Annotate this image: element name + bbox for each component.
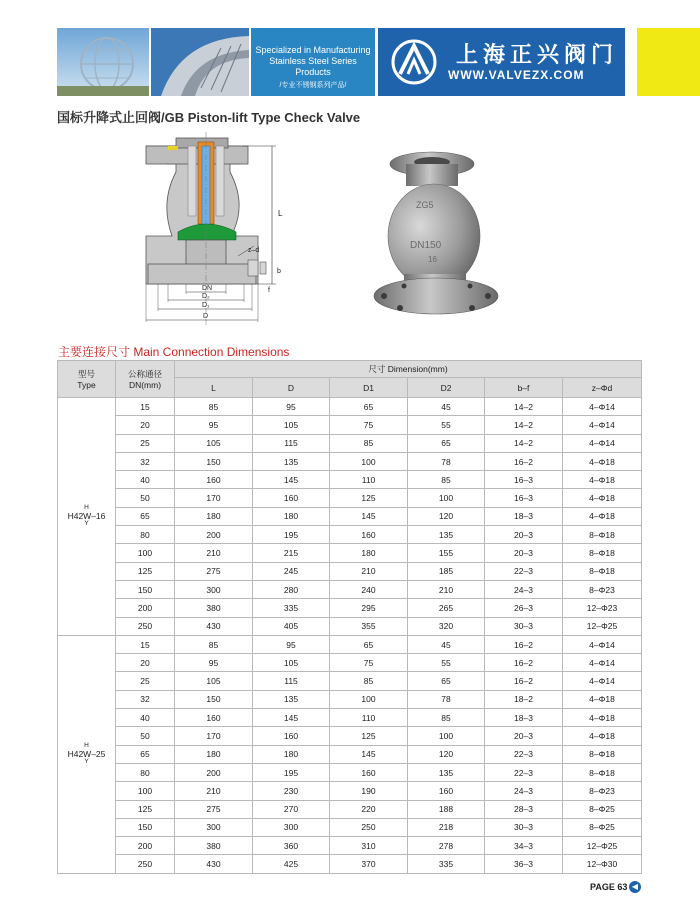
table-row — [58, 471, 642, 489]
table-cell: 250 — [116, 617, 175, 635]
col-header-d1: D1 — [330, 378, 408, 398]
col-header-d: D — [253, 378, 330, 398]
table-cell: 16–2 — [485, 635, 563, 653]
table-cell: 12–Φ25 — [563, 617, 642, 635]
table-cell: 210 — [175, 544, 253, 562]
table-cell: 120 — [408, 745, 485, 763]
table-row — [58, 434, 642, 452]
table-cell: 180 — [330, 544, 408, 562]
table-cell: 15 — [116, 398, 175, 416]
cross-section-drawing — [138, 132, 303, 328]
table-cell: 55 — [408, 416, 485, 434]
type-header-cn: 型号 — [77, 369, 95, 379]
label-dn: DN — [202, 285, 213, 292]
table-cell: 4–Φ14 — [563, 434, 642, 452]
table-cell: 75 — [330, 416, 408, 434]
table-cell: 155 — [408, 544, 485, 562]
table-cell: 65 — [116, 745, 175, 763]
table-cell: 30–3 — [485, 617, 563, 635]
table-cell: 4–Φ14 — [563, 672, 642, 690]
table-row — [58, 690, 642, 708]
table-cell: 20 — [116, 416, 175, 434]
table-cell: 85 — [408, 709, 485, 727]
table-cell: 65 — [408, 434, 485, 452]
type-label-main: H42W–16 — [67, 511, 106, 522]
table-cell: 8–Φ18 — [563, 526, 642, 544]
type-cell — [58, 398, 116, 636]
table-cell: 65 — [116, 507, 175, 525]
table-row — [58, 672, 642, 690]
casting-text-2: DN150 — [410, 240, 442, 251]
table-cell: 50 — [116, 489, 175, 507]
label-z-d: z–d — [248, 247, 260, 254]
table-cell: 105 — [253, 416, 330, 434]
type-label — [68, 504, 106, 528]
table-cell: 95 — [175, 416, 253, 434]
table-cell: 95 — [253, 398, 330, 416]
table-cell: 32 — [116, 690, 175, 708]
casting-text-3: 16 — [428, 255, 437, 264]
table-cell: 275 — [175, 562, 253, 580]
table-cell: 22–3 — [485, 562, 563, 580]
table-cell: 180 — [253, 745, 330, 763]
table-cell: 16–2 — [485, 452, 563, 470]
table-cell: 145 — [330, 507, 408, 525]
table-cell: 215 — [253, 544, 330, 562]
type-label-bottom: Y — [84, 520, 89, 528]
banner-line-1: Specialized in Manufacturing — [255, 45, 371, 55]
table-cell: 180 — [175, 745, 253, 763]
table-cell: 4–Φ18 — [563, 507, 642, 525]
table-cell: 34–3 — [485, 837, 563, 855]
company-logo-icon — [390, 38, 438, 86]
table-cell: 16–2 — [485, 672, 563, 690]
table-cell: 335 — [253, 599, 330, 617]
type-label-bottom: Y — [84, 758, 89, 766]
table-cell: 170 — [175, 727, 253, 745]
table-cell: 270 — [253, 800, 330, 818]
table-cell: 26–3 — [485, 599, 563, 617]
banner-line-3: /专业不锈钢系列产品/ — [279, 82, 347, 89]
type-label-top: H — [84, 742, 89, 750]
table-cell: 85 — [330, 434, 408, 452]
label-d1: D₁ — [202, 302, 210, 309]
table-cell: 12–Φ23 — [563, 599, 642, 617]
left-arrow-icon: ◀ — [629, 881, 641, 893]
table-cell: 310 — [330, 837, 408, 855]
table-cell: 40 — [116, 709, 175, 727]
table-cell: 245 — [253, 562, 330, 580]
table-cell: 218 — [408, 818, 485, 836]
table-cell: 430 — [175, 855, 253, 873]
table-cell: 16–3 — [485, 489, 563, 507]
table-cell: 135 — [408, 763, 485, 781]
table-cell: 24–3 — [485, 580, 563, 598]
table-row — [58, 617, 642, 635]
label-l: L — [278, 209, 283, 218]
table-cell: 160 — [330, 763, 408, 781]
table-cell: 100 — [408, 489, 485, 507]
table-row — [58, 580, 642, 598]
label-b: b — [277, 268, 281, 275]
header-banner — [251, 28, 375, 96]
type-label-top: H — [84, 504, 89, 512]
table-cell: 50 — [116, 727, 175, 745]
header-accent-block — [637, 28, 700, 96]
table-cell: 18–3 — [485, 709, 563, 727]
table-cell: 78 — [408, 452, 485, 470]
col-header-z-d: z–Φd — [563, 378, 642, 398]
label-f: f — [268, 287, 270, 294]
header-photo-globe — [57, 28, 149, 96]
table-row — [58, 544, 642, 562]
table-cell: 4–Φ14 — [563, 654, 642, 672]
table-cell: 8–Φ23 — [563, 782, 642, 800]
table-cell: 65 — [330, 398, 408, 416]
table-cell: 160 — [175, 471, 253, 489]
col-header-b-f: b–f — [485, 378, 563, 398]
table-cell: 110 — [330, 471, 408, 489]
table-cell: 8–Φ23 — [563, 580, 642, 598]
table-cell: 380 — [175, 837, 253, 855]
table-row — [58, 507, 642, 525]
table-cell: 85 — [330, 672, 408, 690]
table-cell: 265 — [408, 599, 485, 617]
table-cell: 65 — [408, 672, 485, 690]
table-row — [58, 452, 642, 470]
table-cell: 195 — [253, 526, 330, 544]
section-title: 主要连接尺寸 Main Connection Dimensions — [58, 345, 290, 359]
table-cell: 135 — [408, 526, 485, 544]
table-cell: 300 — [175, 818, 253, 836]
table-cell: 405 — [253, 617, 330, 635]
table-cell: 250 — [330, 818, 408, 836]
table-cell: 20–3 — [485, 727, 563, 745]
table-cell: 380 — [175, 599, 253, 617]
table-cell: 180 — [253, 507, 330, 525]
table-cell: 55 — [408, 654, 485, 672]
table-cell: 125 — [116, 800, 175, 818]
table-cell: 65 — [330, 635, 408, 653]
table-row — [58, 837, 642, 855]
table-cell: 160 — [175, 709, 253, 727]
table-cell: 100 — [330, 452, 408, 470]
valve-photo — [370, 150, 518, 322]
dn-header-cn: 公称通径 — [127, 369, 162, 379]
table-row — [58, 800, 642, 818]
table-cell: 80 — [116, 763, 175, 781]
table-cell: 4–Φ18 — [563, 471, 642, 489]
table-row — [58, 562, 642, 580]
table-cell: 8–Φ25 — [563, 800, 642, 818]
table-cell: 220 — [330, 800, 408, 818]
table-body — [58, 398, 642, 874]
table-row — [58, 416, 642, 434]
table-cell: 195 — [253, 763, 330, 781]
table-cell: 295 — [330, 599, 408, 617]
table-cell: 200 — [175, 526, 253, 544]
table-row — [58, 526, 642, 544]
table-row — [58, 727, 642, 745]
table-cell: 78 — [408, 690, 485, 708]
type-label — [68, 742, 106, 766]
table-cell: 8–Φ18 — [563, 562, 642, 580]
table-cell: 135 — [253, 690, 330, 708]
table-cell: 125 — [330, 489, 408, 507]
table-cell: 135 — [253, 452, 330, 470]
brand-name-cn: 上海正兴阀门 — [456, 42, 619, 67]
table-cell: 95 — [175, 654, 253, 672]
label-d: D — [203, 313, 209, 320]
table-row — [58, 635, 642, 653]
table-cell: 150 — [175, 690, 253, 708]
table-cell: 100 — [116, 782, 175, 800]
table-cell: 170 — [175, 489, 253, 507]
table-cell: 425 — [253, 855, 330, 873]
table-cell: 150 — [175, 452, 253, 470]
table-cell: 110 — [330, 709, 408, 727]
table-cell: 100 — [330, 690, 408, 708]
table-cell: 125 — [116, 562, 175, 580]
table-cell: 120 — [408, 507, 485, 525]
table-cell: 115 — [253, 672, 330, 690]
table-cell: 185 — [408, 562, 485, 580]
table-cell: 250 — [116, 855, 175, 873]
table-cell: 100 — [116, 544, 175, 562]
table-cell: 125 — [330, 727, 408, 745]
table-cell: 4–Φ18 — [563, 690, 642, 708]
page-number: PAGE 63 — [590, 882, 628, 892]
type-header-en: Type — [77, 380, 96, 390]
table-cell: 85 — [175, 635, 253, 653]
brand-url: WWW.VALVEZX.COM — [448, 68, 585, 82]
table-cell: 16–3 — [485, 471, 563, 489]
table-header-row-1 — [58, 361, 642, 378]
table-cell: 180 — [175, 507, 253, 525]
type-label-main: H42W–25 — [67, 749, 106, 760]
dn-header-en: DN(mm) — [128, 380, 162, 390]
table-cell: 145 — [330, 745, 408, 763]
table-cell: 190 — [330, 782, 408, 800]
table-cell: 45 — [408, 398, 485, 416]
table-cell: 240 — [330, 580, 408, 598]
table-cell: 230 — [253, 782, 330, 800]
table-cell: 25 — [116, 434, 175, 452]
table-cell: 360 — [253, 837, 330, 855]
table-cell: 14–2 — [485, 434, 563, 452]
table-cell: 160 — [253, 727, 330, 745]
table-cell: 30–3 — [485, 818, 563, 836]
table-cell: 4–Φ14 — [563, 416, 642, 434]
table-cell: 280 — [253, 580, 330, 598]
table-cell: 4–Φ18 — [563, 452, 642, 470]
table-cell: 14–2 — [485, 416, 563, 434]
casting-text-1: ZG5 — [416, 200, 434, 210]
table-cell: 4–Φ14 — [563, 398, 642, 416]
type-cell — [58, 635, 116, 873]
table-cell: 18–2 — [485, 690, 563, 708]
table-cell: 275 — [175, 800, 253, 818]
table-cell: 8–Φ18 — [563, 763, 642, 781]
table-row — [58, 489, 642, 507]
table-row — [58, 782, 642, 800]
table-cell: 210 — [175, 782, 253, 800]
dn-header — [116, 361, 175, 398]
table-cell: 145 — [253, 471, 330, 489]
table-row — [58, 818, 642, 836]
table-cell: 36–3 — [485, 855, 563, 873]
table-cell: 355 — [330, 617, 408, 635]
dimension-header: 尺寸 Dimension(mm) — [175, 361, 642, 378]
table-cell: 24–3 — [485, 782, 563, 800]
table-cell: 16–2 — [485, 654, 563, 672]
table-cell: 145 — [253, 709, 330, 727]
table-cell: 105 — [175, 672, 253, 690]
table-cell: 210 — [408, 580, 485, 598]
dimension-table — [57, 360, 642, 874]
table-cell: 160 — [330, 526, 408, 544]
table-cell: 20–3 — [485, 544, 563, 562]
table-cell: 430 — [175, 617, 253, 635]
label-d2: D₂ — [202, 293, 210, 300]
table-cell: 335 — [408, 855, 485, 873]
col-header-l: L — [175, 378, 253, 398]
table-cell: 95 — [253, 635, 330, 653]
table-cell: 22–3 — [485, 763, 563, 781]
table-cell: 80 — [116, 526, 175, 544]
table-row — [58, 745, 642, 763]
table-cell: 200 — [116, 599, 175, 617]
table-cell: 20–3 — [485, 526, 563, 544]
table-cell: 160 — [253, 489, 330, 507]
table-cell: 75 — [330, 654, 408, 672]
table-cell: 188 — [408, 800, 485, 818]
table-row — [58, 654, 642, 672]
table-cell: 160 — [408, 782, 485, 800]
table-cell: 22–3 — [485, 745, 563, 763]
table-cell: 12–Φ30 — [563, 855, 642, 873]
table-row — [58, 855, 642, 873]
brand-block — [378, 28, 625, 96]
table-cell: 100 — [408, 727, 485, 745]
table-cell: 278 — [408, 837, 485, 855]
table-cell: 40 — [116, 471, 175, 489]
table-cell: 300 — [175, 580, 253, 598]
table-row — [58, 709, 642, 727]
table-cell: 12–Φ25 — [563, 837, 642, 855]
table-cell: 4–Φ18 — [563, 709, 642, 727]
col-header-d2: D2 — [408, 378, 485, 398]
table-cell: 85 — [408, 471, 485, 489]
table-row — [58, 398, 642, 416]
table-cell: 320 — [408, 617, 485, 635]
table-cell: 85 — [175, 398, 253, 416]
table-cell: 150 — [116, 818, 175, 836]
table-cell: 200 — [175, 763, 253, 781]
table-cell: 4–Φ18 — [563, 727, 642, 745]
table-cell: 8–Φ18 — [563, 544, 642, 562]
table-cell: 105 — [253, 654, 330, 672]
table-cell: 150 — [116, 580, 175, 598]
banner-line-2: Stainless Steel Series Products — [269, 56, 357, 77]
table-cell: 25 — [116, 672, 175, 690]
table-cell: 370 — [330, 855, 408, 873]
table-cell: 8–Φ25 — [563, 818, 642, 836]
table-row — [58, 763, 642, 781]
table-cell: 28–3 — [485, 800, 563, 818]
table-cell: 14–2 — [485, 398, 563, 416]
header-photo-building — [151, 28, 249, 96]
table-cell: 210 — [330, 562, 408, 580]
table-cell: 15 — [116, 635, 175, 653]
table-cell: 20 — [116, 654, 175, 672]
table-cell: 45 — [408, 635, 485, 653]
type-header — [58, 361, 116, 398]
table-cell: 32 — [116, 452, 175, 470]
table-cell: 4–Φ14 — [563, 635, 642, 653]
table-row — [58, 599, 642, 617]
table-cell: 18–3 — [485, 507, 563, 525]
table-cell: 300 — [253, 818, 330, 836]
table-cell: 8–Φ18 — [563, 745, 642, 763]
table-cell: 4–Φ18 — [563, 489, 642, 507]
table-cell: 115 — [253, 434, 330, 452]
product-title: 国标升降式止回阀/GB Piston-lift Type Check Valve — [57, 110, 361, 125]
table-cell: 200 — [116, 837, 175, 855]
table-cell: 105 — [175, 434, 253, 452]
